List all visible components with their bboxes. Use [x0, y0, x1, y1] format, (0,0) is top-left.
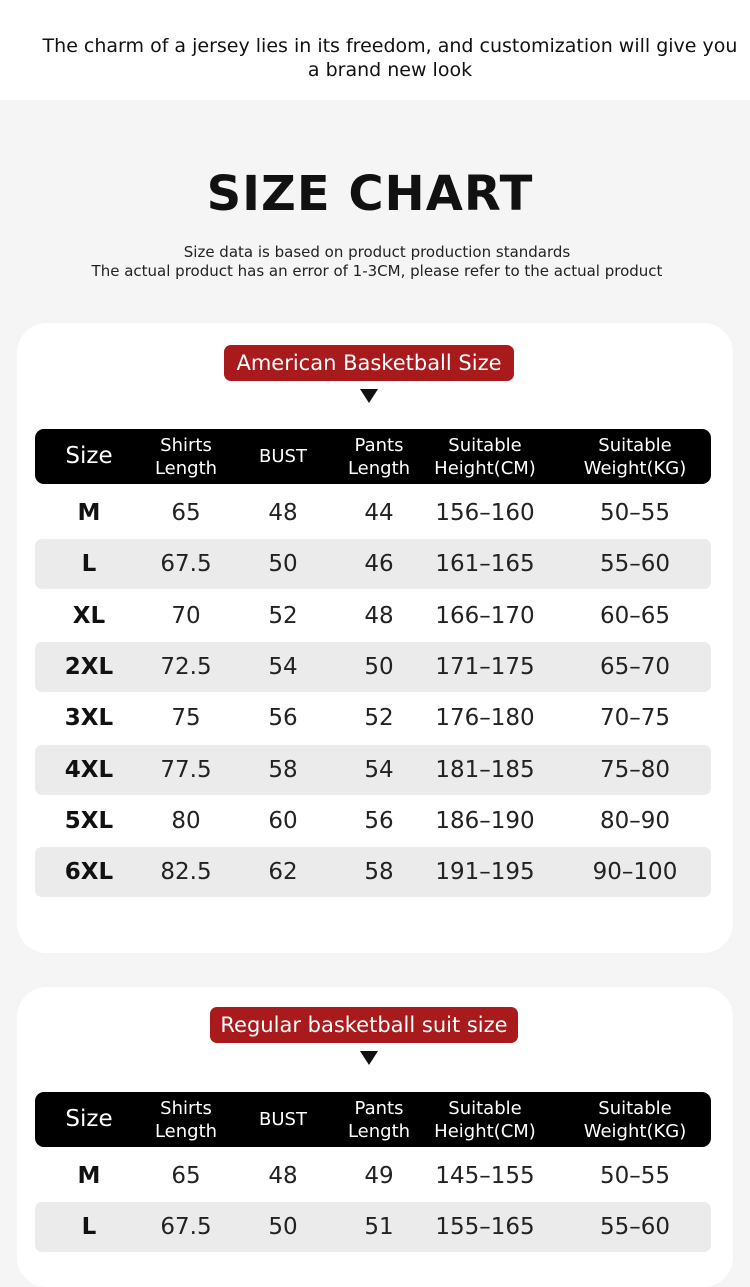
cell-weight: 70–75 [599, 705, 671, 732]
cell-size: 6XL [64, 859, 114, 886]
cell-bust: 56 [268, 705, 298, 732]
cell-bust: 52 [268, 602, 298, 629]
cell-size: 3XL [64, 705, 114, 732]
table-row [35, 745, 711, 795]
subtitle-line-1: Size data is based on product production standards [183, 243, 571, 261]
cell-size: 4XL [64, 756, 114, 783]
size-table-card-american [17, 323, 733, 953]
table-row [35, 1202, 711, 1252]
cell-shirts-length: 67.5 [160, 551, 212, 578]
cell-size: 5XL [64, 807, 114, 834]
cell-size: M [77, 1163, 101, 1189]
cell-pants-length: 44 [364, 500, 394, 526]
header-suitable-weight: Suitable Weight(KG) [583, 1097, 687, 1142]
table-row [35, 1151, 711, 1201]
table-row [35, 539, 711, 589]
cell-pants-length: 50 [364, 653, 394, 680]
cell-bust: 48 [268, 500, 298, 526]
cell-shirts-length: 67.5 [160, 1214, 212, 1241]
cell-pants-length: 56 [364, 807, 394, 834]
cell-height: 145–155 [435, 1163, 535, 1189]
cell-bust: 62 [268, 859, 298, 886]
table-badge: American Basketball Size [224, 345, 514, 381]
cell-bust: 54 [268, 653, 298, 680]
cell-shirts-length: 77.5 [160, 756, 212, 783]
cell-weight: 60–65 [599, 602, 671, 629]
header-suitable-height: Suitable Height(CM) [434, 1097, 536, 1142]
table-row [35, 847, 711, 897]
cell-pants-length: 52 [364, 705, 394, 732]
table-row [35, 796, 711, 846]
cell-size: L [81, 551, 97, 578]
cell-size: XL [72, 602, 106, 629]
cell-shirts-length: 80 [171, 807, 201, 834]
table-row [35, 591, 711, 641]
header-pants-length: Pants Length [347, 434, 411, 479]
subtitle-line-2: The actual product has an error of 1-3CM, please refer to the actual product [91, 262, 663, 280]
cell-pants-length: 51 [364, 1214, 394, 1241]
header-suitable-weight: Suitable Weight(KG) [583, 434, 687, 479]
cell-bust: 50 [268, 1214, 298, 1241]
cell-weight: 65–70 [599, 653, 671, 680]
cell-weight: 80–90 [599, 807, 671, 834]
table-header [35, 1092, 711, 1147]
cell-weight: 50–55 [599, 1163, 671, 1189]
cell-weight: 55–60 [599, 551, 671, 578]
tagline: The charm of a jersey lies in its freedom, and customization will give you a brand new look [42, 35, 738, 81]
down-triangle-icon [360, 1051, 378, 1065]
page-title: SIZE CHART [206, 166, 534, 222]
cell-shirts-length: 65 [171, 1163, 201, 1189]
cell-size: L [81, 1214, 97, 1241]
table-header [35, 429, 711, 484]
cell-weight: 50–55 [599, 500, 671, 526]
cell-bust: 48 [268, 1163, 298, 1189]
cell-shirts-length: 72.5 [160, 653, 212, 680]
header-size: Size [65, 443, 113, 469]
cell-shirts-length: 75 [171, 705, 201, 732]
cell-pants-length: 58 [364, 859, 394, 886]
top-band [0, 0, 750, 100]
cell-height: 181–185 [435, 756, 535, 783]
cell-height: 155–165 [435, 1214, 535, 1241]
cell-height: 176–180 [435, 705, 535, 732]
down-triangle-icon [360, 389, 378, 403]
cell-shirts-length: 82.5 [160, 859, 212, 886]
cell-weight: 75–80 [599, 756, 671, 783]
cell-bust: 58 [268, 756, 298, 783]
cell-height: 156–160 [435, 500, 535, 526]
header-size: Size [65, 1106, 113, 1132]
cell-pants-length: 46 [364, 551, 394, 578]
header-pants-length: Pants Length [347, 1097, 411, 1142]
table-row [35, 488, 711, 538]
cell-pants-length: 48 [364, 602, 394, 629]
header-bust: BUST [259, 1109, 307, 1130]
cell-weight: 55–60 [599, 1214, 671, 1241]
header-shirts-length: Shirts Length [154, 1097, 218, 1142]
cell-height: 166–170 [435, 602, 535, 629]
header-suitable-height: Suitable Height(CM) [434, 434, 536, 479]
cell-size: M [77, 500, 101, 526]
cell-pants-length: 49 [364, 1163, 394, 1189]
cell-weight: 90–100 [592, 859, 678, 886]
header-bust: BUST [259, 446, 307, 467]
subtitle [0, 243, 750, 281]
cell-height: 186–190 [435, 807, 535, 834]
table-badge: Regular basketball suit size [210, 1007, 518, 1043]
cell-height: 171–175 [435, 653, 535, 680]
cell-height: 191–195 [435, 859, 535, 886]
table-row [35, 693, 711, 743]
cell-height: 161–165 [435, 551, 535, 578]
cell-shirts-length: 70 [171, 602, 201, 629]
cell-bust: 50 [268, 551, 298, 578]
cell-shirts-length: 65 [171, 500, 201, 526]
size-table-card-regular [17, 987, 733, 1287]
cell-size: 2XL [64, 653, 114, 680]
table-row [35, 642, 711, 692]
cell-bust: 60 [268, 807, 298, 834]
header-shirts-length: Shirts Length [154, 434, 218, 479]
cell-pants-length: 54 [364, 756, 394, 783]
